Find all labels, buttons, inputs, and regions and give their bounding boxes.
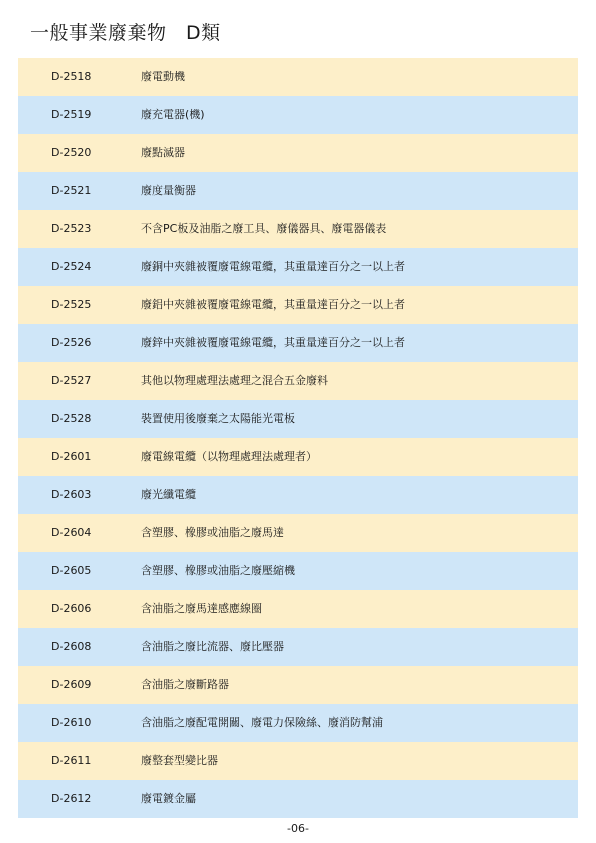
waste-code: D-2612 — [51, 792, 92, 805]
waste-code: D-2601 — [51, 450, 92, 463]
waste-code: D-2521 — [51, 184, 92, 197]
table-row — [18, 514, 578, 552]
waste-code: D-2527 — [51, 374, 92, 387]
waste-name: 裝置使用後廢棄之太陽能光電板 — [141, 412, 295, 425]
waste-code: D-2610 — [51, 716, 92, 729]
table-row — [18, 552, 578, 590]
waste-name: 不含PC板及油脂之廢工具、廢儀器具、廢電器儀表 — [141, 222, 387, 235]
table-row — [18, 476, 578, 514]
waste-name: 含油脂之廢馬達感應線圈 — [141, 602, 262, 615]
waste-name: 含塑膠、橡膠或油脂之廢馬達 — [141, 526, 284, 539]
table-row — [18, 780, 578, 818]
waste-name: 廢銅中夾雜被覆廢電線電纜，其重量達百分之一以上者 — [141, 260, 405, 273]
waste-name: 廢整套型變比器 — [141, 754, 218, 767]
waste-code: D-2528 — [51, 412, 92, 425]
waste-code: D-2520 — [51, 146, 92, 159]
waste-code: D-2606 — [51, 602, 92, 615]
waste-name: 含油脂之廢比流器、廢比壓器 — [141, 640, 284, 653]
table-row — [18, 590, 578, 628]
table-row — [18, 134, 578, 172]
table-row — [18, 704, 578, 742]
table-row — [18, 628, 578, 666]
table-row — [18, 58, 578, 96]
table-row — [18, 362, 578, 400]
waste-code: D-2524 — [51, 260, 92, 273]
waste-code: D-2608 — [51, 640, 92, 653]
table-row — [18, 286, 578, 324]
table-row — [18, 248, 578, 286]
waste-name: 含油脂之廢斷路器 — [141, 678, 229, 691]
waste-name: 廢光纖電纜 — [141, 488, 196, 501]
table-row — [18, 324, 578, 362]
waste-name: 廢充電器(機) — [141, 108, 205, 121]
waste-code: D-2609 — [51, 678, 92, 691]
table-row — [18, 172, 578, 210]
table-row — [18, 96, 578, 134]
table-row — [18, 666, 578, 704]
waste-name: 廢電線電纜（以物理處理法處理者） — [141, 450, 317, 463]
waste-name: 廢鋁中夾雜被覆廢電線電纜，其重量達百分之一以上者 — [141, 298, 405, 311]
waste-code: D-2604 — [51, 526, 92, 539]
waste-code-table — [18, 58, 578, 818]
table-row — [18, 400, 578, 438]
page-number: -06- — [287, 822, 309, 835]
table-row — [18, 438, 578, 476]
waste-code: D-2603 — [51, 488, 92, 501]
waste-name: 廢電鍍金屬 — [141, 792, 196, 805]
waste-code: D-2523 — [51, 222, 92, 235]
page-title: 一般事業廢棄物 D類 — [30, 22, 221, 44]
waste-code: D-2611 — [51, 754, 92, 767]
waste-name: 廢點滅器 — [141, 146, 185, 159]
table-row — [18, 210, 578, 248]
waste-code: D-2525 — [51, 298, 92, 311]
waste-code: D-2518 — [51, 70, 92, 83]
waste-name: 含油脂之廢配電開關、廢電力保險絲、廢消防幫浦 — [141, 716, 383, 729]
waste-name: 其他以物理處理法處理之混合五金廢料 — [141, 374, 328, 387]
waste-name: 廢電動機 — [141, 70, 185, 83]
waste-name: 廢鋅中夾雜被覆廢電線電纜，其重量達百分之一以上者 — [141, 336, 405, 349]
table-row — [18, 742, 578, 780]
waste-code: D-2526 — [51, 336, 92, 349]
waste-code: D-2605 — [51, 564, 92, 577]
waste-name: 廢度量衡器 — [141, 184, 196, 197]
waste-code: D-2519 — [51, 108, 92, 121]
waste-name: 含塑膠、橡膠或油脂之廢壓縮機 — [141, 564, 295, 577]
